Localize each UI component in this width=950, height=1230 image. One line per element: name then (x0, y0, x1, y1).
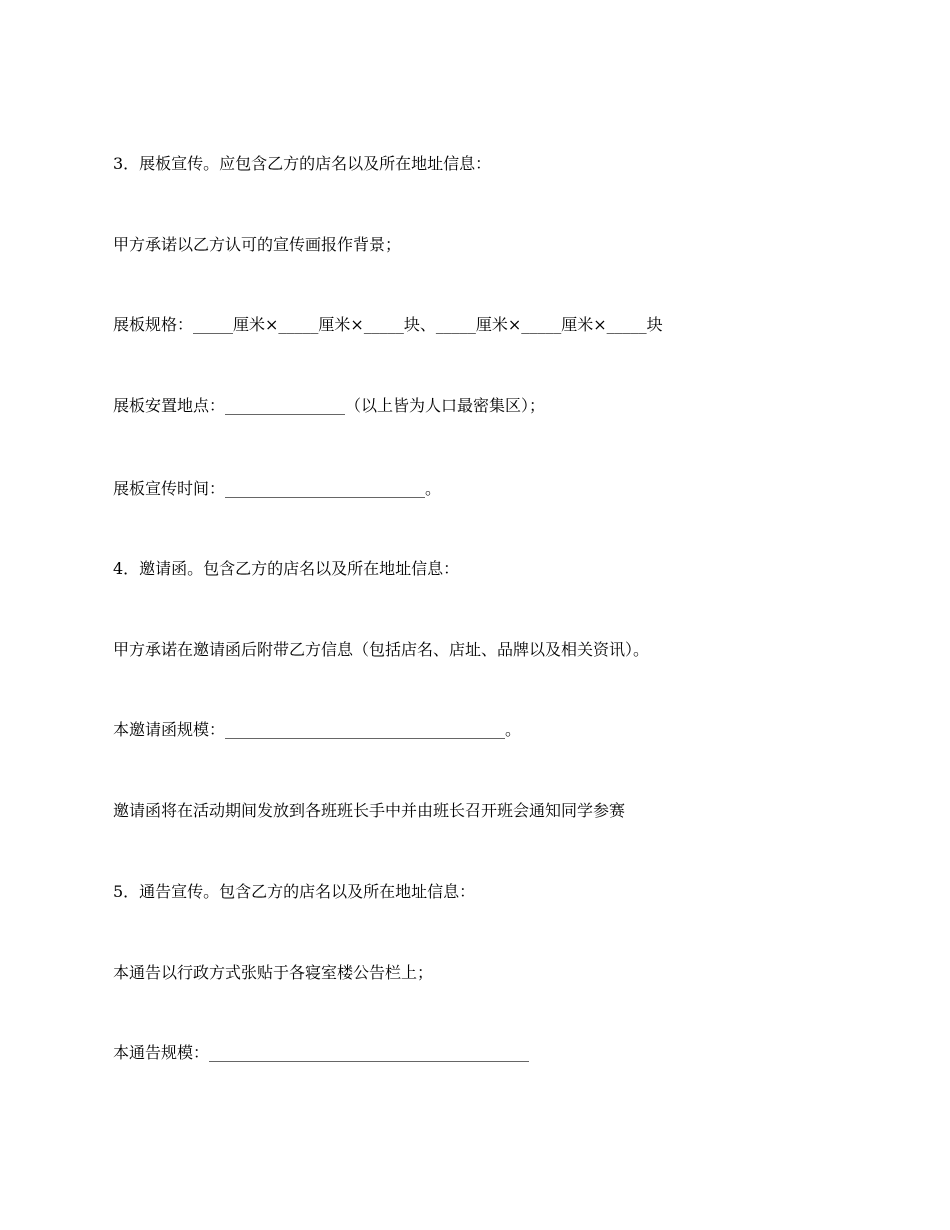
paragraph-display-board-background: 甲方承诺以乙方认可的宣传画报作背景； (113, 235, 402, 254)
paragraph-invitation-distribution: 邀请函将在活动期间发放到各班班长手中并由班长召开班会通知同学参赛 (113, 801, 626, 820)
section-4-heading: 4．邀请函。包含乙方的店名以及所在地址信息： (113, 559, 460, 578)
paragraph-display-board-location: 展板安置地点：_______________（以上皆为人口最密集区）； (113, 396, 546, 415)
paragraph-invitation-commitment: 甲方承诺在邀请函后附带乙方信息（包括店名、店址、品牌以及相关资讯）。 (113, 640, 650, 659)
paragraph-notice-posting: 本通告以行政方式张贴于各寝室楼公告栏上； (113, 963, 434, 982)
paragraph-display-board-time: 展板宣传时间：_________________________。 (113, 479, 442, 498)
paragraph-notice-scale: 本通告规模：________________________________________ (113, 1043, 530, 1062)
paragraph-display-board-spec: 展板规格：_____厘米×_____厘米×_____块、_____厘米×_____厘米×_____块 (113, 315, 663, 334)
paragraph-invitation-scale: 本邀请函规模：___________________________________。 (113, 720, 522, 739)
section-3-heading: 3．展板宣传。应包含乙方的店名以及所在地址信息： (113, 154, 492, 173)
section-5-heading: 5．通告宣传。包含乙方的店名以及所在地址信息： (113, 882, 476, 901)
